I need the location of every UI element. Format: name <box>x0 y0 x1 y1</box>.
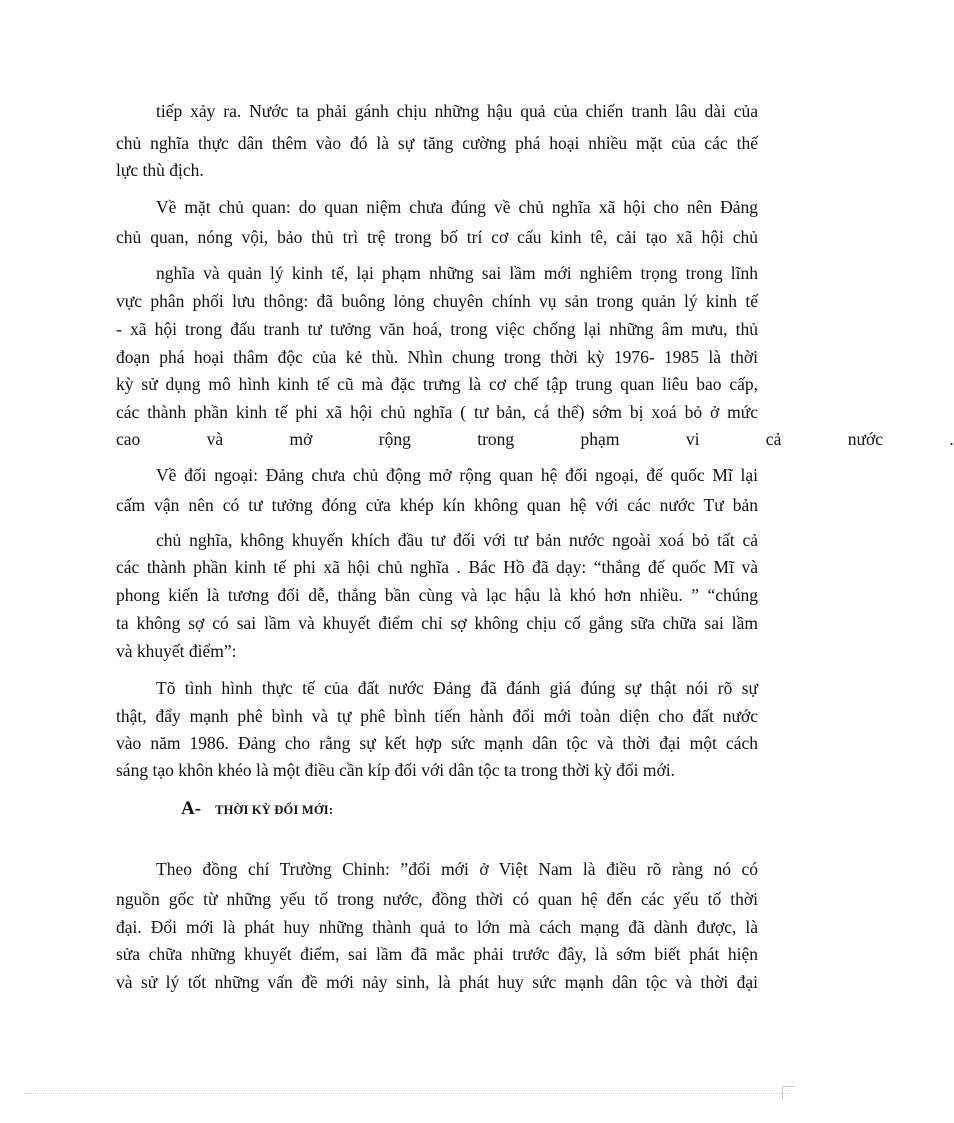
text-line: và khuyết điểm”: <box>116 641 237 661</box>
text-line: chủ nghĩa, không khuyến khích đầu tư đối với tư bản nước ngoài xoá bỏ tất cả <box>156 530 758 550</box>
text-line: thật, đẩy mạnh phê bình và tự phê bình tiến hành đổi mới toàn diện cho đất nước <box>116 706 758 726</box>
text-line: chủ quan, nóng vội, bảo thủ trì trệ trong bố trí cơ cấu kinh tê, cải tạo xã hội chủ <box>116 227 758 247</box>
text-line: - xã hội trong đấu tranh tư tưởng văn hoá, trong việc chống lại những âm mưu, thủ <box>116 319 758 339</box>
section-heading <box>181 798 333 820</box>
text-line: Theo đồng chí Trường Chinh: ”đổi mới ở Việt Nam là điều rõ ràng nó có <box>156 859 758 879</box>
text-line: vực phân phối lưu thông: đã buông lỏng chuyên chính vụ sản trong quản lý kinh tế <box>116 291 758 311</box>
text-line: lực thù địch. <box>116 160 204 180</box>
text-line: phong kiến là tương đối dễ, thắng bần cùng và lạc hậu là khó hơn nhiều. ” “chúng <box>116 585 758 605</box>
text-line: đoạn phá hoại thâm độc của kẻ thù. Nhìn chung trong thời kỳ 1976- 1985 là thời <box>116 347 758 367</box>
text-line: cấm vận nên có tư tưởng đóng cửa khép kín không quan hệ với các nước Tư bản <box>116 495 758 515</box>
text-line: sửa chữa những khuyết điểm, sai lầm đã mắc phải trước đây, là sớm biết phát hiện <box>116 944 758 964</box>
text-line: vào năm 1986. Đảng cho rằng sự kết hợp sức mạnh dân tộc và thời đại một cách <box>116 733 758 753</box>
text-line: và sử lý tốt những vấn đề mới nảy sinh, là phát huy sức mạnh dân tộc và thời đại <box>116 972 758 992</box>
page-corner-mark <box>782 1086 795 1099</box>
text-line: đại. Đổi mới là phát huy những thành quả to lớn mà cách mạng đã dành được, là <box>116 917 758 937</box>
text-line: Tõ tình hình thực tế của đất nước Đảng đã đánh giá đúng sự thật nói rõ sự <box>156 678 758 698</box>
text-line: cao và mở rộng trong phạm vi cả nước . <box>116 429 954 449</box>
text-line: tiếp xảy ra. Nước ta phải gánh chịu những hậu quả của chiến tranh lâu dài của <box>156 101 758 121</box>
text-line: sáng tạo khôn khéo là một điều cần kíp đối với dân tộc ta trong thời kỳ đổi mới. <box>116 760 675 780</box>
text-line: Về đối ngoại: Đảng chưa chủ động mở rộng quan hệ đối ngoại, đế quốc Mĩ lại <box>156 465 758 485</box>
section-title: THỜI KỲ ĐỔI MỚI: <box>215 803 334 817</box>
text-line: kỳ sử dụng mô hình kinh tế cũ mà đặc trưng là cơ chế tập trung quan liêu bao cấp, <box>116 374 758 394</box>
text-line: các thành phần kinh tế phi xã hội chủ nghĩa . Bác Hồ đã dạy: “thắng đế quốc Mĩ và <box>116 557 758 577</box>
text-line: nghĩa và quản lý kinh tế, lại phạm những sai lầm mới nghiêm trọng trong lĩnh <box>156 263 758 283</box>
section-marker: A- <box>181 798 202 819</box>
text-line: nguồn gốc từ những yếu tố trong nước, đồng thời có quan hệ đến các yếu tố thời <box>116 889 758 909</box>
text-line: chủ nghĩa thực dân thêm vào đó là sự tăng cường phá hoại nhiều mặt của các thế <box>116 133 758 153</box>
page-footer-rule <box>24 1093 792 1094</box>
text-line: Về mặt chủ quan: do quan niệm chưa đúng về chủ nghĩa xã hội cho nên Đảng <box>156 197 758 217</box>
text-line: ta không sợ có sai lầm và khuyết điểm chỉ sợ không chịu cố gắng sữa chữa sai lầm <box>116 613 758 633</box>
text-line: các thành phần kinh tế phi xã hội chủ nghĩa ( tư bản, cá thể) sớm bị xoá bỏ ở mức <box>116 402 758 422</box>
